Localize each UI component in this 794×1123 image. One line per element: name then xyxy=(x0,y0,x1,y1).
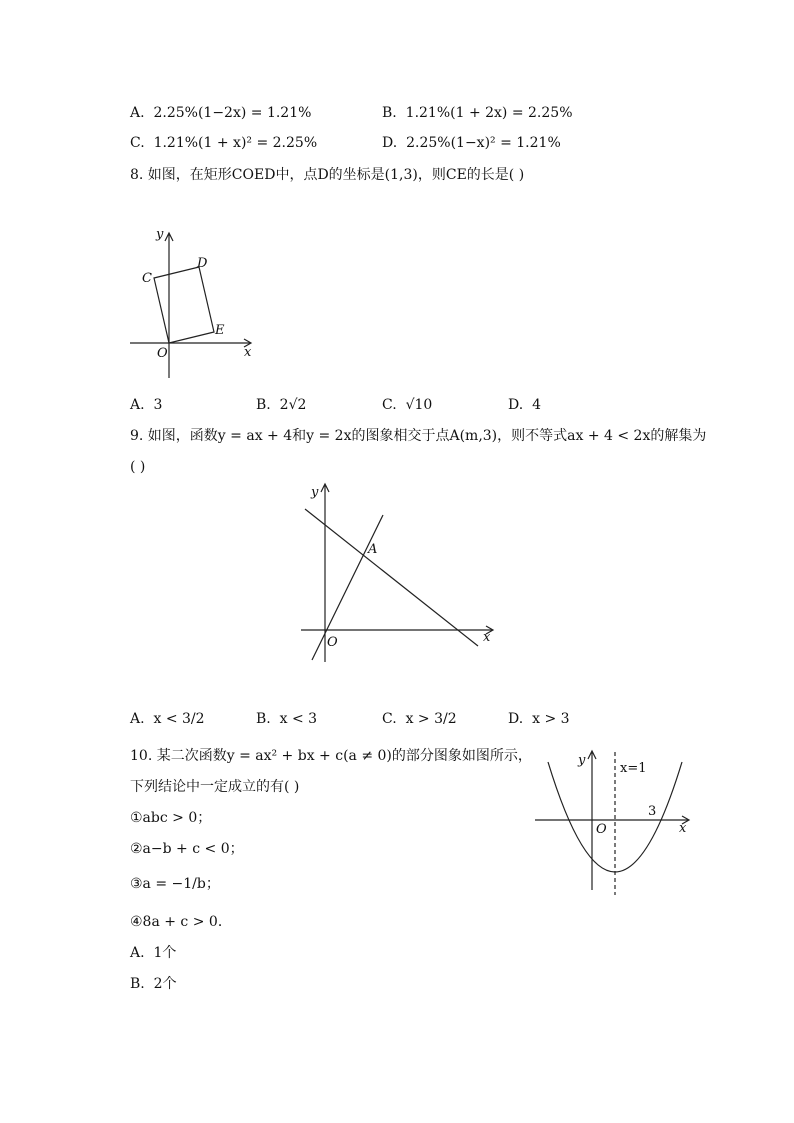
q8-d-label: D xyxy=(197,256,208,271)
q10-stem: 10. 某二次函数y = ax² + bx + c(a ≠ 0)的部分图象如图所示， xyxy=(130,748,532,764)
q8-option-a-label: A. xyxy=(130,397,145,413)
q8-e-label: E xyxy=(215,323,225,338)
q8-option-c-label: C. xyxy=(382,397,397,413)
q9-option-a-label: A. xyxy=(130,711,145,727)
q8-stem: 8. 如图，在矩形COED中，点D的坐标是(1,3)，则CE的长是( ) xyxy=(130,167,525,183)
q10-stem-continued: 下列结论中一定成立的有( ) xyxy=(130,779,300,795)
q10-x-label: x xyxy=(679,821,687,836)
q10-option-a-label: A. xyxy=(130,945,145,961)
q8-option-c-text: √10 xyxy=(405,397,433,413)
q10-option-b-text: 2个 xyxy=(153,976,177,992)
q8-option-b-text: 2√2 xyxy=(279,397,307,413)
q7-option-d-label: D. xyxy=(382,135,398,151)
q9-x-label: x xyxy=(483,630,491,645)
q7-option-a-text: 2.25%(1−2x) = 1.21% xyxy=(153,105,312,121)
q8-option-d-text: 4 xyxy=(532,397,542,413)
q9-option-d-text: x > 3 xyxy=(532,711,570,727)
q8-c-label: C xyxy=(142,271,152,286)
q8-option-b-label: B. xyxy=(256,397,271,413)
q9-stem-continued: ( ) xyxy=(130,459,146,475)
q9-option-b-text: x < 3 xyxy=(279,711,318,727)
q9-option-d-label: D. xyxy=(508,711,524,727)
q8-x-label: x xyxy=(244,345,252,360)
q8-option-d-label: D. xyxy=(508,397,524,413)
q7-option-a-label: A. xyxy=(130,105,145,121)
q10-statement-4: ④8a + c > 0． xyxy=(130,914,232,930)
q10-root-label: 3 xyxy=(648,804,657,819)
q9-option-c-text: x > 3/2 xyxy=(405,711,457,727)
q9-origin-label: O xyxy=(327,635,338,650)
q9-stem: 9. 如图，函数y = ax + 4和y = 2x的图象相交于点A(m,3)，则不等式ax + 4 < 2x的解集为 xyxy=(130,428,707,444)
q7-option-c-text: 1.21%(1 + x)² = 2.25% xyxy=(153,135,318,151)
q9-option-c-label: C. xyxy=(382,711,397,727)
q8-y-label: y xyxy=(156,227,164,242)
q10-option-a-text: 1个 xyxy=(153,945,177,961)
q10-statement-2: ②a−b + c < 0； xyxy=(130,841,244,857)
q10-axis-label: x=1 xyxy=(620,761,647,776)
q7-option-d-text: 2.25%(1−x)² = 1.21% xyxy=(406,135,561,151)
q10-option-b-label: B. xyxy=(130,976,145,992)
q10-origin-label: O xyxy=(596,822,607,837)
q7-option-b-text: 1.21%(1 + 2x) = 2.25% xyxy=(405,105,573,121)
q9-a-label: A xyxy=(368,542,378,557)
q8-option-a-text: 3 xyxy=(153,397,163,413)
q8-origin-label: O xyxy=(157,346,168,361)
q10-y-label: y xyxy=(578,753,586,768)
q9-option-a-text: x < 3/2 xyxy=(153,711,205,727)
q7-option-b-label: B. xyxy=(382,105,397,121)
q10-statement-3: ③a = −1/b； xyxy=(130,876,220,892)
q10-statement-1: ①abc > 0； xyxy=(130,810,212,826)
q9-option-b-label: B. xyxy=(256,711,271,727)
q9-y-label: y xyxy=(311,485,319,500)
q7-option-c-label: C. xyxy=(130,135,145,151)
